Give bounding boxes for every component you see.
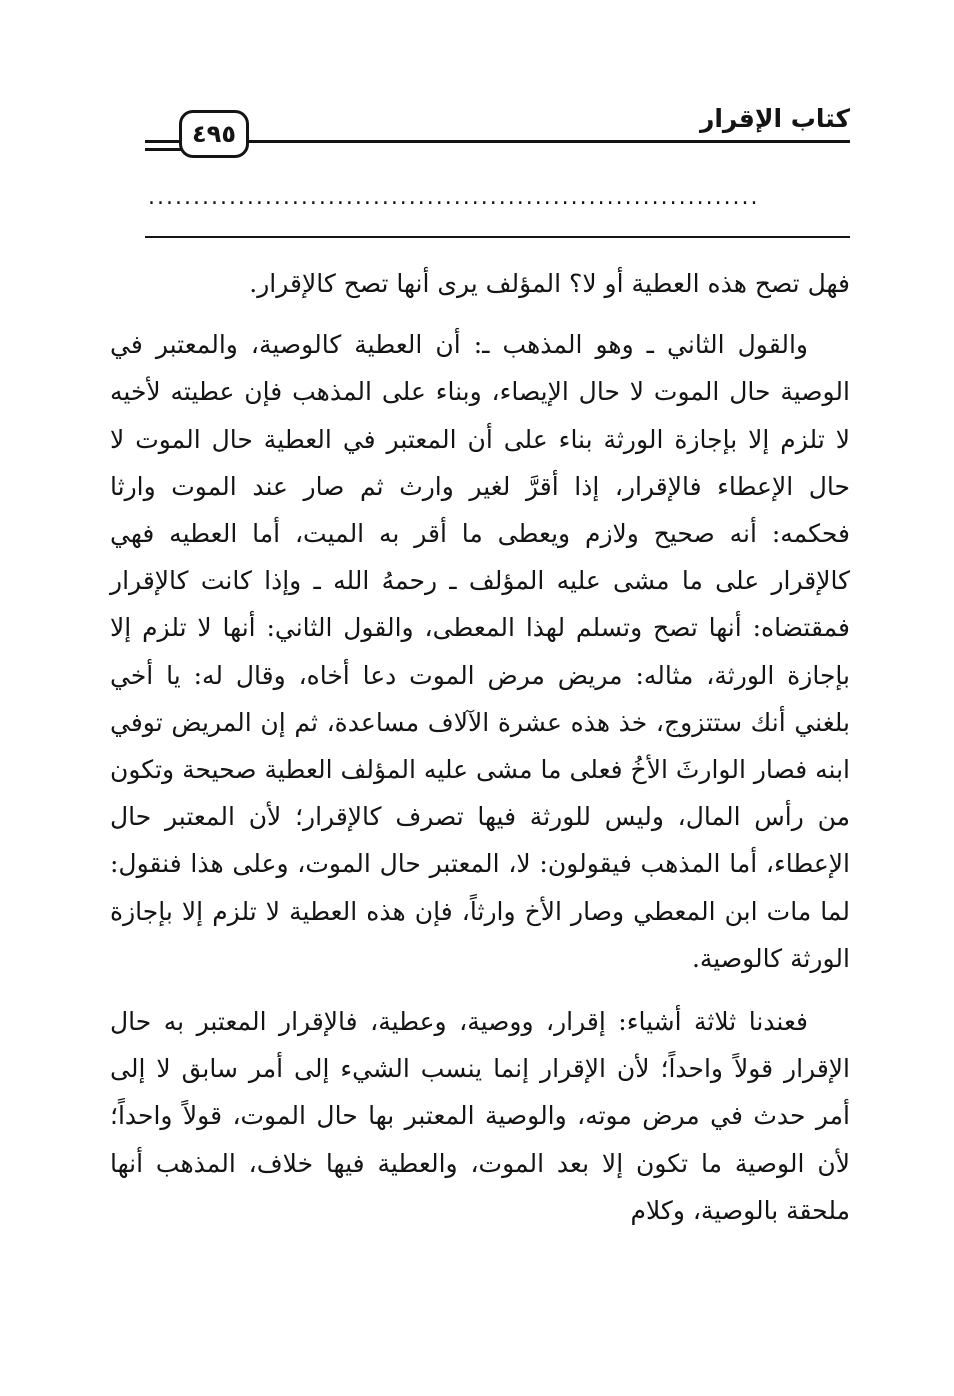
footnote-dots: .................................................................... [148, 188, 760, 208]
book-title: كتاب الإقرار [699, 104, 850, 133]
page-header [145, 98, 850, 158]
header-rule [145, 140, 850, 143]
main-text [110, 260, 850, 1234]
paragraph: والقول الثاني ـ وهو المذهب ـ: أن العطية كالوصية، والمعتبر في الوصية حال الموت لا حال الإيصاء، وبناء على المذهب فإن عطيته لأخيه لا تلزم إلا بإجازة الورثة بناء على أن المعتبر في العطية حال الموت لا حال الإعطاء فالإقرار، إذا أقرَّ لغير وارث ثم صار عند الموت وارثا فحكمه: أنه صحيح ولازم ويعطى ما أقر به الميت، أما العطيه فهي كالإقرار على ما مشى عليه المؤلف ـ رحمهُ الله ـ وإذا كانت كالإقرار فمقتضاه: أنها تصح وتسلم لهذا المعطى، والقول الثاني: أنها لا تلزم إلا بإجازة الورثة، مثاله: مريض مرض الموت دعا أخاه، وقال له: يا أخي بلغني أنك ستتزوج، خذ هذه عشرة الآلاف مساعدة، ثم إن المريض توفي ابنه فصار الوارثَ الأخُ فعلى ما مشى عليه المؤلف العطية صحيحة وتكون من رأس المال، وليس للورثة فيها تصرف كالإقرار؛ لأن المعتبر حال الإعطاء، أما المذهب فيقولون: لا، المعتبر حال الموت، وعلى هذا فنقول: لما مات ابن المعطي وصار الأخ وارثاً، فإن هذه العطية لا تلزم إلا بإجازة الورثة كالوصية. [110, 330, 850, 973]
page-number: ٤٩٥ [179, 110, 249, 158]
paragraph: فعندنا ثلاثة أشياء: إقرار، ووصية، وعطية، فالإقرار المعتبر به حال الإقرار قولاً واحداً؛ لأن الإقرار إنما ينسب الشيء إلى أمر سابق لا إلى أمر حدث في مرض موته، والوصية المعتبر بها حال الموت، قولاً واحداً؛ لأن الوصية ما تكون إلا بعد الموت، والعطية فيها خلاف، المذهب أنها ملحقة بالوصية، وكلام [110, 1007, 850, 1225]
separator-rule [145, 236, 850, 238]
paragraph: فهل تصح هذه العطية أو لا؟ المؤلف يرى أنها تصح كالإقرار. [249, 269, 850, 298]
